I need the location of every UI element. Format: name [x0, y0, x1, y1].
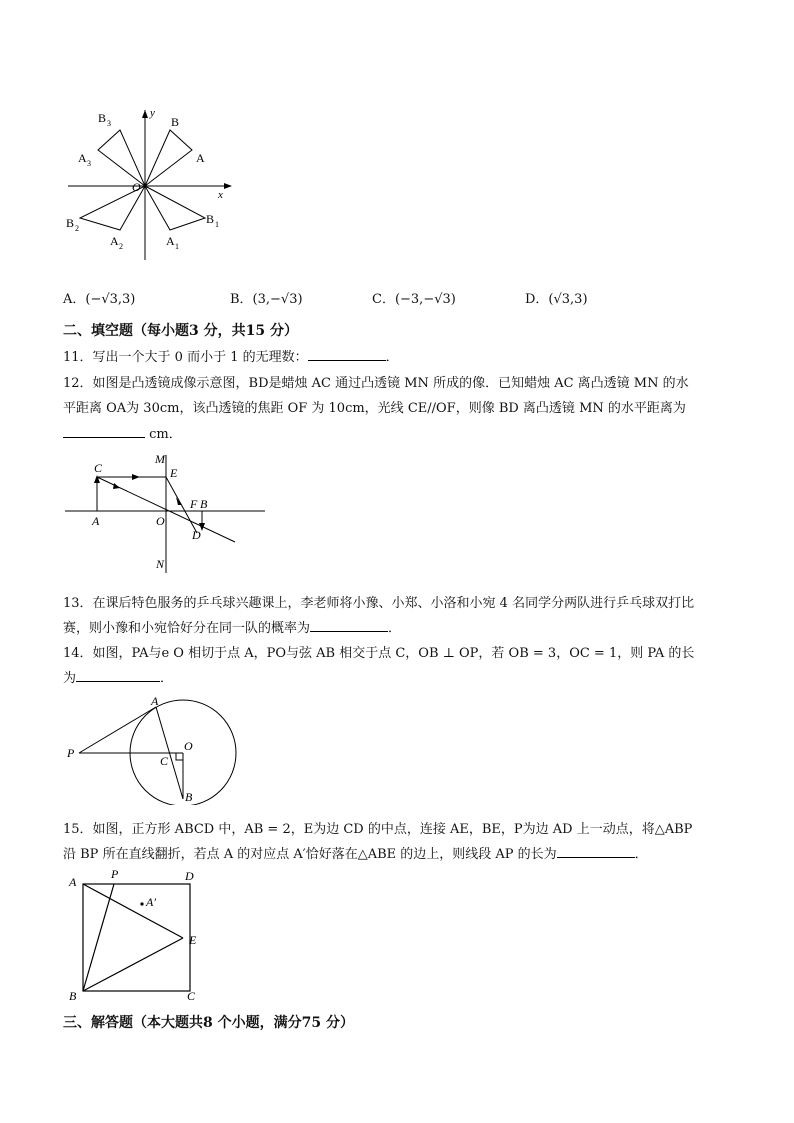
q15-end: ．: [634, 847, 648, 862]
sub-3b: 3: [87, 159, 91, 168]
lens-label-M: M: [155, 452, 165, 466]
option-a: A．(−√3,3): [63, 292, 136, 307]
label-A: A: [196, 151, 205, 165]
circle-label-B: B: [185, 790, 193, 804]
sub-2b: 2: [119, 242, 123, 251]
label-A2: A: [110, 234, 119, 248]
q13-line1: 13．在课后特色服务的乒乓球兴趣课上，李老师将小豫、小郑、小洛和小宛 4 名同学分两队进行乒乓球双打比: [63, 596, 695, 611]
q12-unit: cm．: [149, 427, 182, 442]
label-B3: B: [98, 111, 107, 125]
q12-line1: 12．如图是凸透镜成像示意图，BD是蜡烛 AC 通过凸透镜 MN 所成的像．已知蜡烛 AC 离凸透镜 MN 的水: [63, 376, 689, 391]
lens-label-O: O: [156, 514, 165, 528]
q13-blank: [310, 619, 388, 632]
q15-line2: [63, 843, 648, 862]
circle-label-P: P: [67, 746, 75, 760]
square-label-A-prime: A′: [146, 895, 156, 909]
q12-blank: [63, 425, 145, 438]
lens-label-E: E: [170, 466, 178, 480]
q14-text: 为: [63, 671, 77, 686]
square-label-E: E: [189, 933, 197, 947]
q15-text: 沿 BP 所在直线翻折，若点 A 的对应点 A′恰好落在△ABE 的边上，则线段 AP 的长为: [63, 847, 557, 862]
q15-line1: 15．如图，正方形 ABCD 中，AB = 2，E为边 CD 的中点，连接 AE，BE，P为边 AD 上一动点，将△ABP: [63, 822, 693, 837]
q14-line2: [63, 667, 173, 686]
label-x: x: [218, 189, 223, 201]
q12-line3: [63, 423, 182, 442]
q14-blank: [76, 669, 160, 682]
figure-square: [63, 866, 213, 1006]
circle-label-C: C: [160, 754, 169, 768]
circle-label-A: A: [151, 694, 159, 708]
q13-end: ．: [388, 621, 402, 636]
circle-label-O: O: [184, 739, 193, 753]
section-2-heading: 二、填空题（每小题3 分，共15 分）: [63, 323, 298, 339]
q11-text: 11．写出一个大于 0 而小于 1 的无理数：: [63, 350, 308, 365]
label-B: B: [171, 115, 180, 129]
q11: [63, 346, 399, 365]
square-label-P: P: [111, 867, 119, 881]
sub-1b: 1: [175, 242, 179, 251]
q13-line2: [63, 617, 401, 636]
q13-text: 赛，则小豫和小宛恰好分在同一队的概率为: [63, 621, 311, 636]
figure-lens: [60, 445, 275, 580]
figure-circle: [63, 693, 243, 805]
lens-label-N: N: [156, 557, 165, 571]
q14-line1: 14．如图，PA与e O 相切于点 A，PO与弦 AB 相交于点 C，OB ⊥ OP，若 OB = 3，OC = 1，则 PA 的长: [63, 646, 695, 661]
lens-label-F: F: [190, 497, 198, 511]
label-B1: B: [206, 212, 215, 226]
q14-end: ．: [160, 671, 174, 686]
lens-label-D: D: [192, 528, 201, 542]
sub-2: 2: [75, 224, 79, 233]
option-d: D．(√3,3): [525, 292, 588, 307]
section-3-heading: 三、解答题（本大题共8 个小题，满分75 分）: [63, 1015, 354, 1031]
lens-label-A: A: [92, 514, 100, 528]
label-A3: A: [78, 151, 87, 165]
q11-blank: [308, 348, 386, 361]
lens-label-B: B: [200, 497, 208, 511]
option-b: B．(3,−√3): [230, 292, 303, 307]
q11-end: ．: [385, 350, 399, 365]
q12-line2: 平距离 OA为 30cm，该凸透镜的焦距 OF 为 10cm，光线 CE//OF，则像 BD 离凸透镜 MN 的水平距离为: [63, 401, 686, 416]
sub-3: 3: [107, 119, 111, 128]
sub-1: 1: [215, 220, 219, 229]
figure-rotation: [60, 100, 240, 265]
q15-blank: [557, 845, 635, 858]
label-O: O: [132, 180, 141, 194]
label-y: y: [150, 107, 155, 119]
square-label-B: B: [69, 989, 77, 1003]
square-label-C: C: [187, 989, 196, 1003]
label-B2: B: [66, 216, 75, 230]
option-c: C．(−3,−√3): [372, 292, 456, 307]
square-label-A: A: [69, 875, 77, 889]
square-label-D: D: [185, 869, 194, 883]
lens-label-C: C: [94, 461, 103, 475]
label-A1: A: [166, 234, 175, 248]
